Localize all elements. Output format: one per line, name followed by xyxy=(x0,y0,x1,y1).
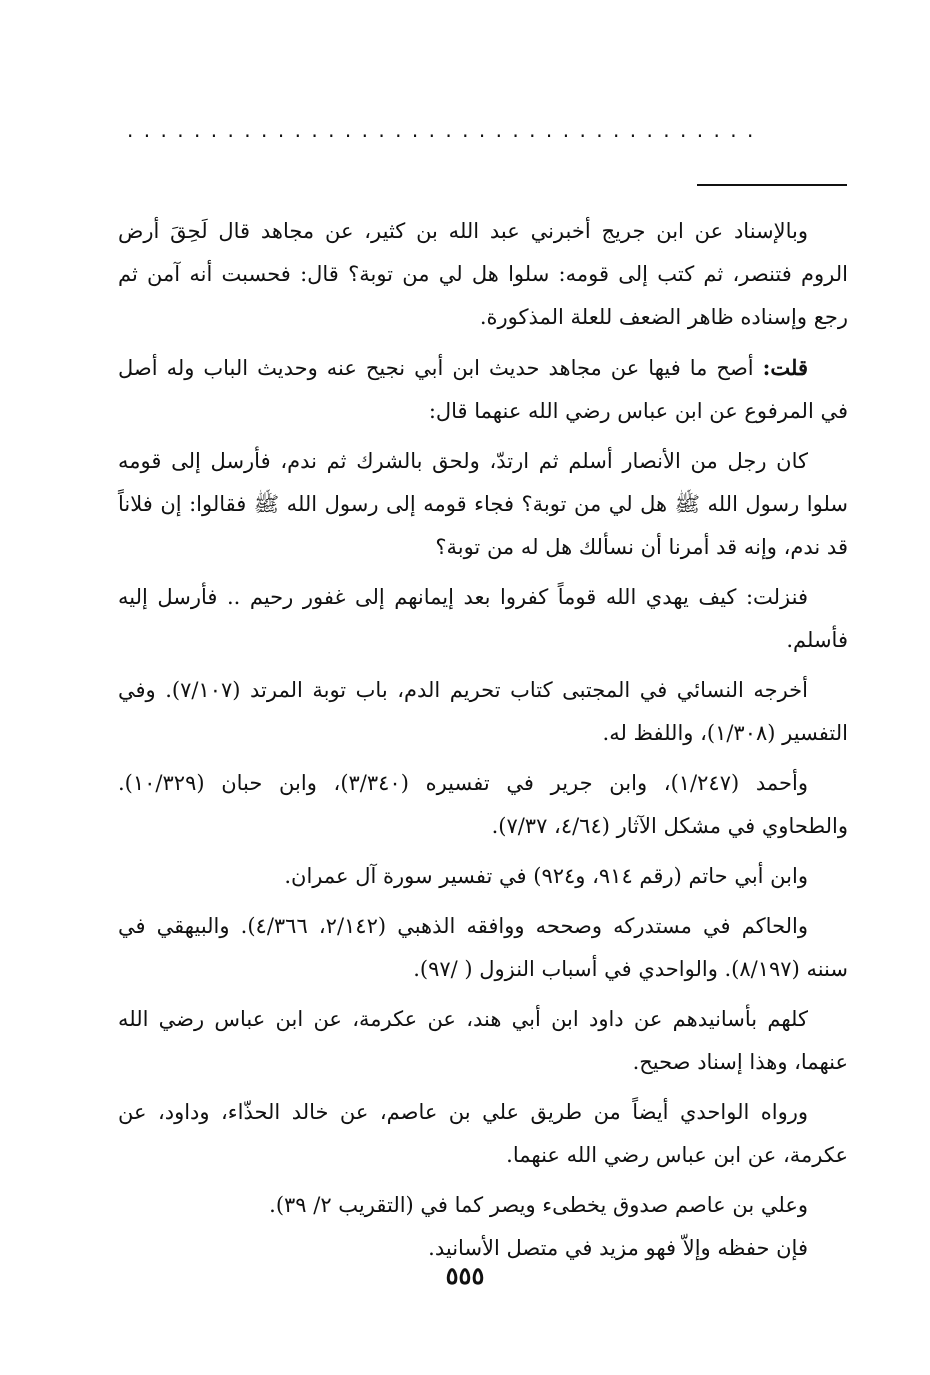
paragraph-lead: قلت: xyxy=(762,355,808,380)
paragraph-verse xyxy=(118,576,848,662)
paragraph-text: ورواه الواحدي أيضاً من طريق علي بن عاصم، عن خالد الحذّاء، وداود، عن عكرمة، عن ابن عباس رضي الله عنهما. xyxy=(118,1100,848,1167)
paragraph-wahidi xyxy=(118,1091,848,1177)
paragraph-hadith xyxy=(118,440,848,569)
paragraph-ahmad xyxy=(118,762,848,848)
separator-dots: ...................................... xyxy=(127,122,764,138)
footnote-rule xyxy=(697,184,847,186)
paragraph-isnad xyxy=(118,210,848,339)
paragraph-text: أصح ما فيها عن مجاهد حديث ابن أبي نجيح عنه وحديث الباب وله أصل في المرفوع عن ابن عباس رضي الله عنهما قال: xyxy=(118,356,848,423)
paragraph-hakim xyxy=(118,905,848,991)
page-body xyxy=(118,210,848,1270)
paragraph-text: وبالإسناد عن ابن جريج أخبرني عبد الله بن كثير، عن مجاهد قال لَحِقَ أرض الروم فتنصر، ثم كتب إلى قومه: سلوا هل لي من توبة؟ قال: فحسبت أنه آمن ثم رجع وإسناده ظاهر الضعف للعلة المذكورة. xyxy=(118,219,848,329)
paragraph-nasai xyxy=(118,669,848,755)
paragraph-text: كلهم بأسانيدهم عن داود ابن أبي هند، عن عكرمة، عن ابن عباس رضي الله عنهما، وهذا إسناد صحيح. xyxy=(118,1007,848,1074)
paragraph-text: وابن أبي حاتم (رقم ٩١٤، و٩٢٤) في تفسير سورة آل عمران. xyxy=(284,864,808,888)
paragraph-qultu xyxy=(118,346,848,433)
closing-line-2: فإن حفظه وإلاّ فهو مزيد في متصل الأسانيد. xyxy=(428,1236,808,1260)
paragraph-text: أخرجه النسائي في المجتبى كتاب تحريم الدم، باب توبة المرتد (٧/١٠٧). وفي التفسير (١/٣٠٨)، واللفظ له. xyxy=(118,678,848,745)
paragraph-text: وأحمد (١/٢٤٧)، وابن جرير في تفسيره (٣/٣٤٠)، وابن حبان (١٠/٣٢٩). والطحاوي في مشكل الآثار (٤/٦٤، ٧/٣٧). xyxy=(118,771,848,838)
closing-line-1: وعلي بن عاصم صدوق يخطىء ويصر كما في (التقريب ٢/ ٣٩). xyxy=(269,1193,808,1217)
paragraph-kulluhum xyxy=(118,998,848,1084)
paragraph-text: كان رجل من الأنصار أسلم ثم ارتدّ، ولحق بالشرك ثم ندم، فأرسل إلى قومه سلوا رسول الله ﷺ هل لي من توبة؟ فجاء قومه إلى رسول الله ﷺ فقالوا: إن فلاناً قد ندم، وإنه قد أمرنا أن نسألك هل له من توبة؟ xyxy=(118,449,848,559)
paragraph-text: فنزلت: كيف يهدي الله قوماً كفروا بعد إيمانهم إلى غفور رحيم .. فأرسل إليه فأسلم. xyxy=(118,585,848,652)
paragraph-abi-hatim xyxy=(118,855,848,898)
paragraph-text: والحاكم في مستدركه وصححه ووافقه الذهبي (٢/١٤٢، ٤/٣٦٦). والبيهقي في سننه (٨/١٩٧). والواحدي في أسباب النزول ( /٩٧). xyxy=(118,914,848,981)
page-number: ٥٥٥ xyxy=(445,1261,485,1290)
